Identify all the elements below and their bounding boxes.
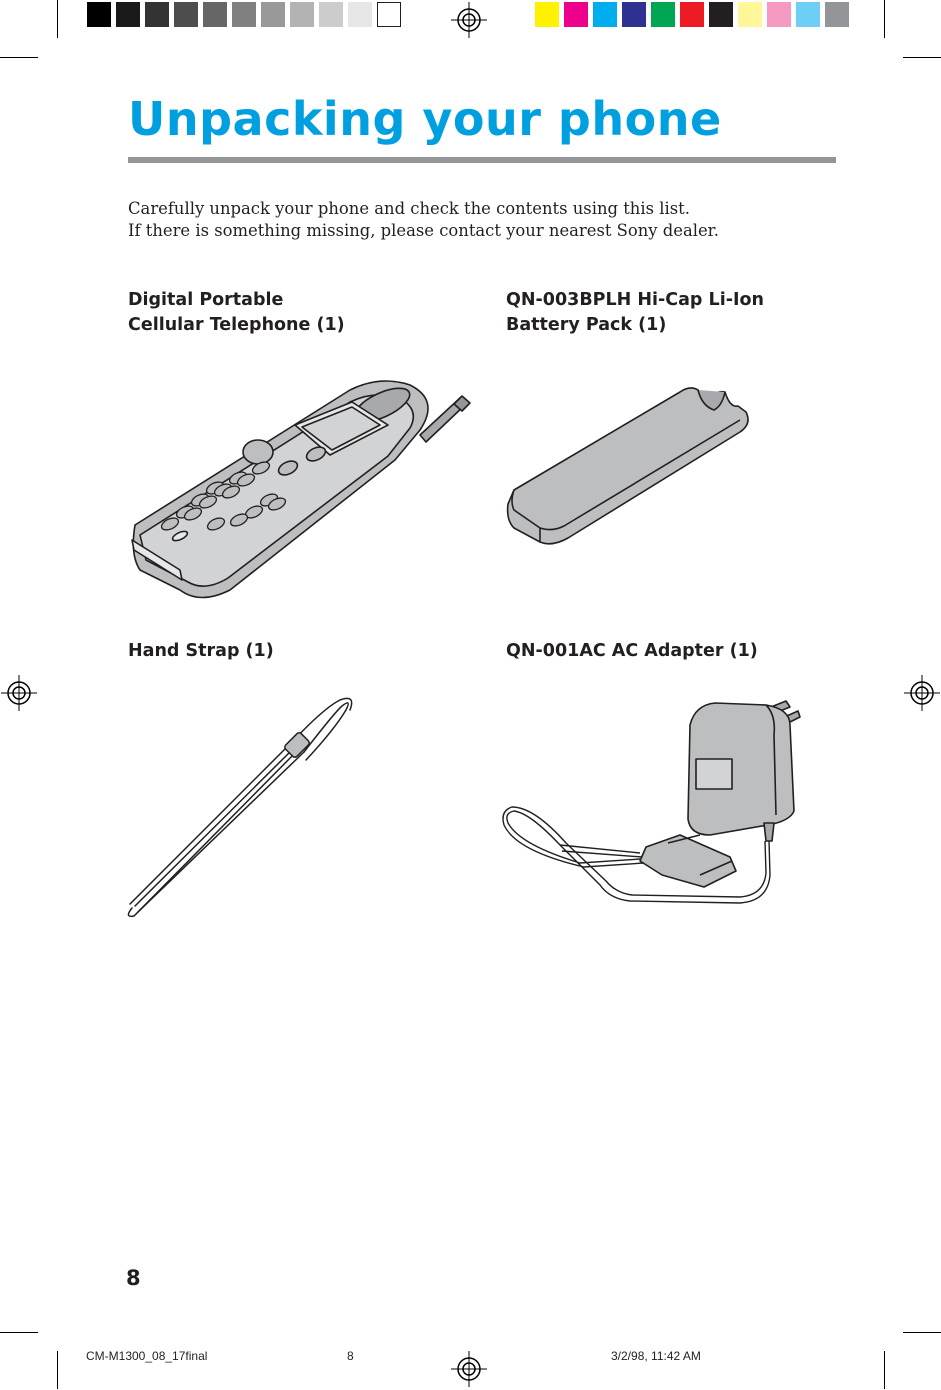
item-label-phone bbox=[128, 288, 345, 338]
color-swatch bbox=[290, 2, 314, 27]
item-label-line: Digital Portable bbox=[128, 290, 284, 310]
slug-page: 8 bbox=[347, 1349, 354, 1363]
crop-mark bbox=[884, 0, 885, 38]
color-swatch bbox=[535, 2, 559, 27]
color-swatch bbox=[261, 2, 285, 27]
crop-mark bbox=[903, 57, 941, 58]
color-swatch bbox=[377, 2, 401, 27]
item-label-line: QN-003BPLH Hi-Cap Li-Ion bbox=[506, 290, 764, 310]
crop-mark bbox=[57, 1351, 58, 1389]
color-swatch bbox=[319, 2, 343, 27]
color-swatch bbox=[796, 2, 820, 27]
color-swatch bbox=[680, 2, 704, 27]
item-label-adapter bbox=[506, 639, 758, 664]
color-swatch bbox=[622, 2, 646, 27]
color-swatch bbox=[116, 2, 140, 27]
item-label-line: Cellular Telephone (1) bbox=[128, 315, 345, 335]
registration-mark-icon bbox=[449, 1350, 489, 1390]
battery-pack-illustration bbox=[500, 380, 760, 560]
color-swatch bbox=[87, 2, 111, 27]
color-swatch bbox=[651, 2, 675, 27]
crop-mark bbox=[0, 1332, 38, 1333]
color-swatch bbox=[738, 2, 762, 27]
color-swatch bbox=[145, 2, 169, 27]
registration-mark-icon bbox=[449, 0, 489, 40]
cellular-phone-illustration bbox=[120, 370, 480, 610]
color-swatch bbox=[825, 2, 849, 27]
item-label-battery bbox=[506, 288, 764, 338]
color-swatch bbox=[174, 2, 198, 27]
color-swatch bbox=[709, 2, 733, 27]
crop-mark bbox=[903, 1332, 941, 1333]
page-number: 8 bbox=[126, 1266, 141, 1290]
color-swatch bbox=[767, 2, 791, 27]
color-swatch bbox=[232, 2, 256, 27]
item-label-line: Hand Strap (1) bbox=[128, 641, 274, 661]
intro-line: If there is something missing, please contact your nearest Sony dealer. bbox=[128, 221, 719, 240]
item-label-line: Battery Pack (1) bbox=[506, 315, 667, 335]
item-label-strap bbox=[128, 639, 274, 664]
crop-mark bbox=[57, 0, 58, 38]
color-swatch bbox=[564, 2, 588, 27]
ac-adapter-illustration bbox=[500, 695, 810, 915]
intro-line: Carefully unpack your phone and check the contents using this list. bbox=[128, 199, 690, 218]
slug-file: CM-M1300_08_17final bbox=[86, 1349, 208, 1363]
color-swatch bbox=[593, 2, 617, 27]
color-swatch bbox=[348, 2, 372, 27]
crop-mark bbox=[884, 1351, 885, 1389]
intro-paragraph bbox=[128, 198, 719, 242]
hand-strap-illustration bbox=[120, 690, 360, 930]
crop-mark bbox=[0, 57, 38, 58]
item-label-line: QN-001AC AC Adapter (1) bbox=[506, 641, 758, 661]
page-title: Unpacking your phone bbox=[128, 92, 722, 146]
slug-timestamp: 3/2/98, 11:42 AM bbox=[611, 1349, 701, 1363]
title-underline bbox=[128, 157, 836, 163]
color-swatch bbox=[203, 2, 227, 27]
registration-mark-icon bbox=[0, 673, 40, 713]
registration-mark-icon bbox=[902, 673, 941, 713]
